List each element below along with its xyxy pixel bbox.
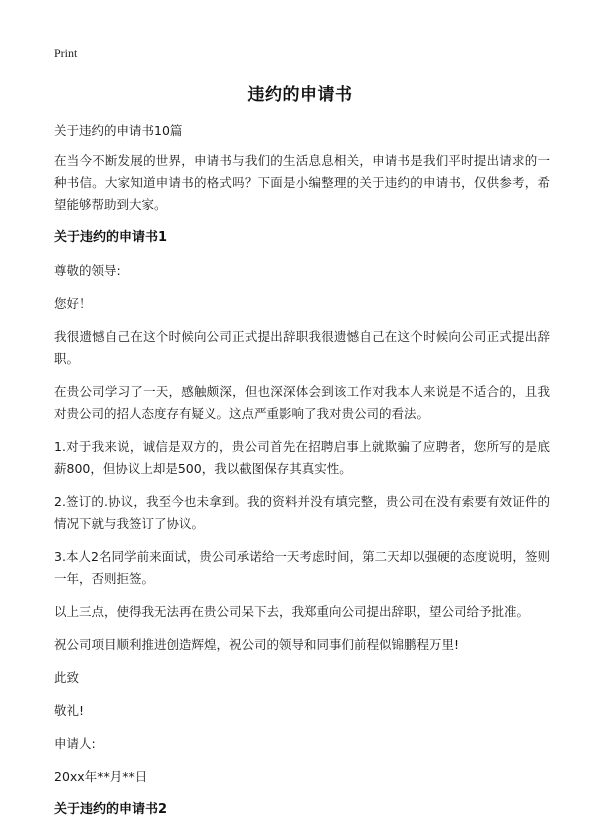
body-paragraph-4: 祝公司项目顺利推进创造辉煌，祝公司的领导和同事们前程似锦鹏程万里! xyxy=(54,637,460,652)
document-body xyxy=(54,120,550,832)
list-item-2: 2.签订的.协议，我至今也未拿到。我的资料并没有填完整，贵公司在没有索要有效证件的情况下就与我签订了协议。 xyxy=(54,494,550,531)
print-link[interactable]: Print xyxy=(54,46,78,60)
list-item-1: 1.对于我来说，诚信是双方的，贵公司首先在招聘启事上就欺骗了应聘者，您所写的是底薪800，但协议上却是500，我以截图保存其真实性。 xyxy=(54,439,550,476)
salutation: 尊敬的领导: xyxy=(54,263,121,278)
list-item-3: 3.本人2名同学前来面试，贵公司承诺给一天考虑时间，第二天却以强硬的态度说明，签则一年，否则拒签。 xyxy=(54,549,550,586)
section-heading-1: 关于违约的申请书1 xyxy=(54,230,168,245)
greeting: 您好！ xyxy=(54,296,92,311)
section-heading-2: 关于违约的申请书2 xyxy=(54,802,168,817)
closing-line-1: 此致 xyxy=(54,670,80,685)
applicant-line: 申请人: xyxy=(54,736,96,751)
page-title: 违约的申请书 xyxy=(247,85,353,105)
body-paragraph-1: 我很遗憾自己在这个时候向公司正式提出辞职我很遗憾自己在这个时候向公司正式提出辞职。 xyxy=(54,329,550,366)
body-paragraph-2: 在贵公司学习了一天，感触颇深，但也深深体会到该工作对我本人来说是不适合的，且我对贵公司的招人态度存有疑义。这点严重影响了我对贵公司的看法。 xyxy=(54,384,550,421)
intro-paragraph: 在当今不断发展的世界，申请书与我们的生活息息相关，申请书是我们平时提出请求的一种书信。大家知道申请书的格式吗？下面是小编整理的关于违约的申请书，仅供参考，希望能够帮助到大家。 xyxy=(54,153,550,212)
document-subtitle: 关于违约的申请书10篇 xyxy=(54,123,183,138)
closing-line-2: 敬礼! xyxy=(54,703,85,718)
date-line: 20xx年**月**日 xyxy=(54,769,148,784)
body-paragraph-3: 以上三点，使得我无法再在贵公司呆下去，我郑重向公司提出辞职，望公司给予批准。 xyxy=(54,604,530,619)
